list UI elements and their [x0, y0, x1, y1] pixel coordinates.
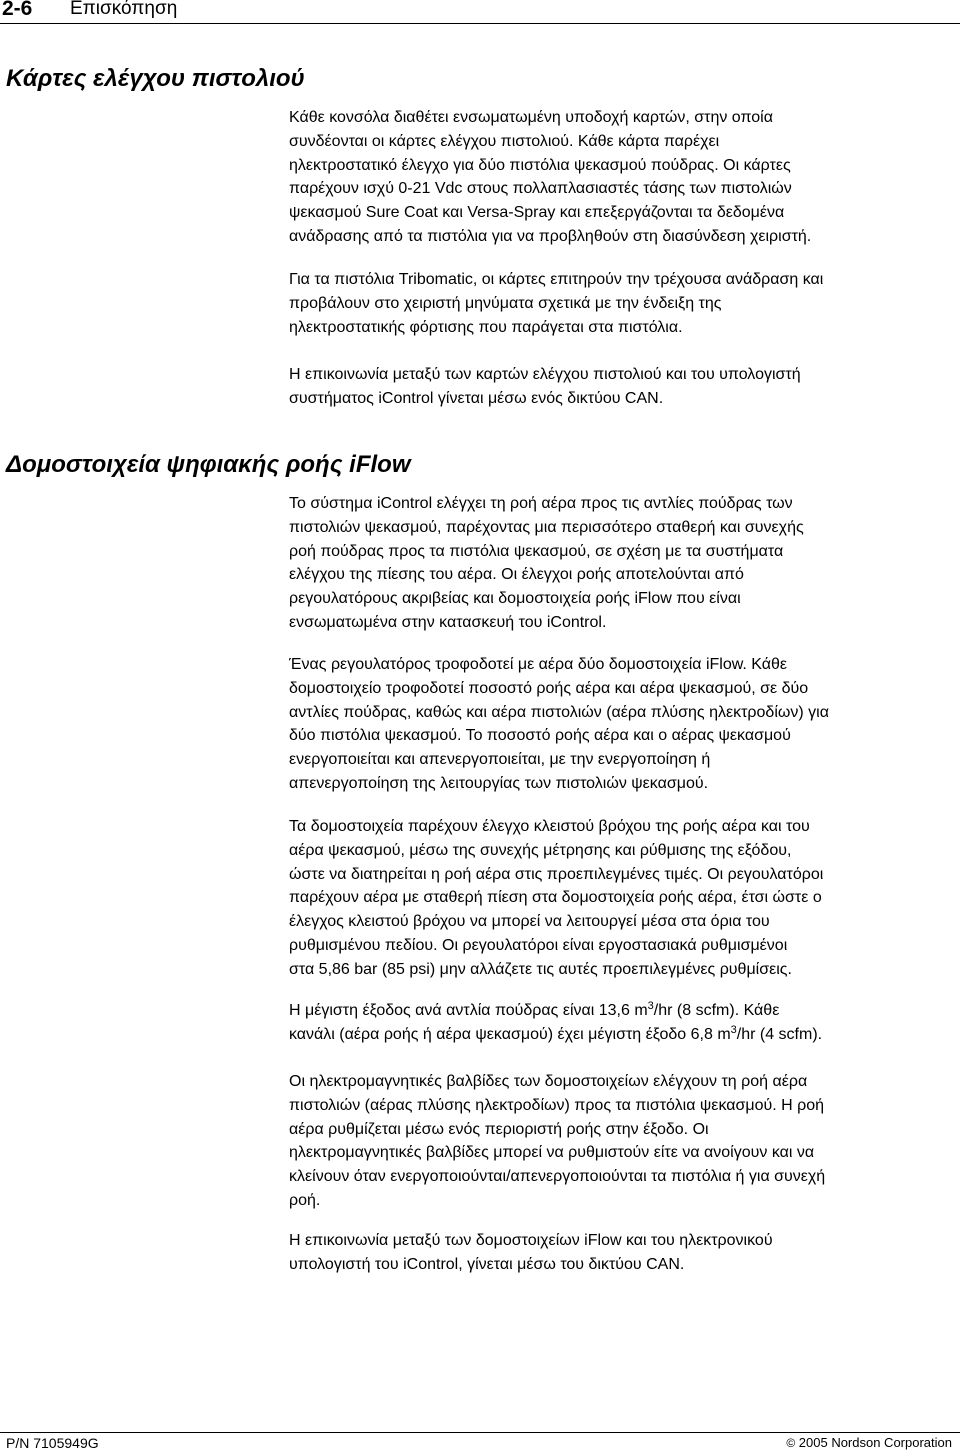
text-line: απενεργοποίηση της λειτουργίας των πιστολιών ψεκασμού. — [289, 774, 709, 792]
text-line: Η επικοινωνία μεταξύ των δομοστοιχείων iFlow και του ηλεκτρονικού — [289, 1232, 773, 1249]
text-line: κλείνουν όταν ενεργοποιούνται/απενεργοποιούνται τα πιστόλια ή για συνεχή — [289, 1168, 826, 1186]
copyright-text: 2005 Nordson Corporation — [798, 1435, 952, 1450]
text-line: παρέχουν αέρα με σταθερή πίεση στα δομοστοιχεία ροής αέρα, έτσι ώστε ο — [289, 889, 822, 907]
text-line: στα 5,86 bar (85 psi) μην αλλάζετε τις αυτές προεπιλεγμένες ρυθμίσεις. — [289, 960, 792, 978]
paragraph — [289, 653, 960, 796]
text-line: Για τα πιστόλια Tribomatic, οι κάρτες επιτηρούν την τρέχουσα ανάδραση και — [289, 271, 824, 288]
paragraph — [289, 363, 960, 411]
text-line: έλεγχος κλειστού βρόχου να μπορεί να λειτουργεί μέσα στα όρια του — [289, 913, 770, 931]
text-line: ψεκασμού Sure Coat και Versa-Spray και επεξεργάζονται τα δεδομένα — [289, 204, 785, 222]
paragraph — [289, 1070, 960, 1213]
text-line: αέρα ψεκασμού, μέσω της συνεχής μέτρησης και ρύθμισης της εξόδου, — [289, 841, 792, 859]
text-line: Ένας ρεγουλατόρος τροφοδοτεί με αέρα δύο δομοστοιχεία iFlow. Κάθε — [289, 656, 788, 673]
text-line: πιστολιών (αέρας πλύσης ηλεκτροδίων) προς τα πιστόλια ψεκασμού. Η ροή — [289, 1096, 825, 1114]
footer-divider — [0, 1432, 960, 1433]
copyright — [786, 1435, 952, 1450]
text-line: συνδέονται οι κάρτες ελέγχου πιστολιού. Κάθε κάρτα παρέχει — [289, 132, 720, 150]
chapter-title: Επισκόπηση — [70, 0, 178, 19]
paragraph-max-flow — [289, 999, 960, 1047]
section-title-gun-control-cards: Κάρτες ελέγχου πιστολιού — [6, 65, 305, 92]
text-line: ενσωματωμένα στην κατασκευή του iControl. — [289, 613, 607, 631]
text-line: ελέγχου της πίεσης του αέρα. Οι έλεγχοι ροής αποτελούνται από — [289, 566, 744, 584]
section-title-iflow-modules: Δομοστοιχεία ψηφιακής ροής iFlow — [6, 451, 411, 478]
text-line: ροή. — [289, 1191, 321, 1209]
text-line: ροή πούδρας προς τα πιστόλια ψεκασμού, σε σχέση με τα συστήματα — [289, 542, 784, 560]
text-line: δύο πιστόλια ψεκασμού. Το ποσοστό ροής αέρα και ο αέρας ψεκασμού — [289, 727, 791, 745]
text-line: προβάλουν στο χειριστή μηνύματα σχετικά με την ένδειξη της — [289, 294, 722, 312]
text-line: παρέχουν ισχύ 0-21 Vdc στους πολλαπλασιαστές τάσης των πιστολιών — [289, 180, 792, 198]
paragraph — [289, 1229, 960, 1277]
text-line: ηλεκτροστατικό έλεγχο για δύο πιστόλια ψεκασμού πούδρας. Οι κάρτες — [289, 156, 791, 174]
text-line: ηλεκτρομαγνητικές βαλβίδες μπορεί να ρυθμιστούν είτε να ανοίγουν και να — [289, 1144, 815, 1162]
text-line: Οι ηλεκτρομαγνητικές βαλβίδες των δομοστοιχείων ελέγχουν τη ροή αέρα — [289, 1073, 808, 1090]
text-line: αέρα ρυθμίζεται μέσω ενός περιοριστή ροής στην έξοδο. Οι — [289, 1120, 709, 1138]
text-line: ρυθμισμένου πεδίου. Οι ρεγουλατόροι είναι εργοστασιακά ρυθμισμένοι — [289, 936, 788, 954]
text-line: Η μέγιστη έξοδος ανά αντλία πούδρας είναι 13,6 $m^3/hr$ (8 scfm). Κάθε — [289, 1000, 780, 1019]
header-divider — [0, 23, 960, 24]
text-line: ηλεκτροστατικής φόρτισης που παράγεται στα πιστόλια. — [289, 318, 683, 336]
text-line: Η επικοινωνία μεταξύ των καρτών ελέγχου πιστολιού και του υπολογιστή — [289, 366, 801, 383]
text-line: ενεργοποιείται και απενεργοποιείται, με την ενεργοποίηση ή — [289, 751, 711, 769]
part-number: P/N 7105949G — [6, 1435, 99, 1451]
text-line: Κάθε κονσόλα διαθέτει ενσωματωμένη υποδοχή καρτών, στην οποία — [289, 109, 773, 126]
paragraph — [289, 815, 960, 982]
text-line: υπολογιστή του iControl, γίνεται μέσω του δικτύου CAN. — [289, 1255, 685, 1273]
text-line: Το σύστημα iControl ελέγχει τη ροή αέρα προς τις αντλίες πούδρας των — [289, 495, 793, 512]
text-line: δομοστοιχείο τροφοδοτεί ποσοστό ροής αέρα και αέρα ψεκασμού, σε δύο — [289, 679, 809, 697]
text-line: αντλίες πούδρας, καθώς και αέρα πιστολιών (αέρα πλύσης ηλεκτροδίων) για — [289, 703, 829, 721]
text-line: ανάδρασης από τα πιστόλια για να προβληθούν στη διασύνδεση χειριστή. — [289, 227, 812, 245]
page-number: 2-6 — [2, 0, 33, 20]
paragraph — [289, 492, 960, 635]
text-line: ρεγουλατόρους ακριβείας και δομοστοιχεία ροής iFlow που είναι — [289, 590, 741, 608]
text-line: Τα δομοστοιχεία παρέχουν έλεγχο κλειστού βρόχου της ροής αέρα και του — [289, 818, 810, 835]
text-line: ώστε να διατηρείται η ροή αέρα στις προεπιλεγμένες τιμές. Οι ρεγουλατόροι — [289, 865, 824, 883]
text-line: συστήματος iControl γίνεται μέσω ενός δικτύου CAN. — [289, 389, 664, 407]
text-line: κανάλι (αέρα ροής ή αέρα ψεκασμού) έχει μέγιστη έξοδο 6,8 $m^3/hr$ (4 scfm). — [289, 1023, 823, 1043]
paragraph — [289, 268, 960, 339]
paragraph — [289, 106, 960, 249]
copyright-icon: © — [786, 1436, 796, 1450]
text-line: πιστολιών ψεκασμού, παρέχοντας μια περισσότερο σταθερή και συνεχής — [289, 518, 804, 536]
